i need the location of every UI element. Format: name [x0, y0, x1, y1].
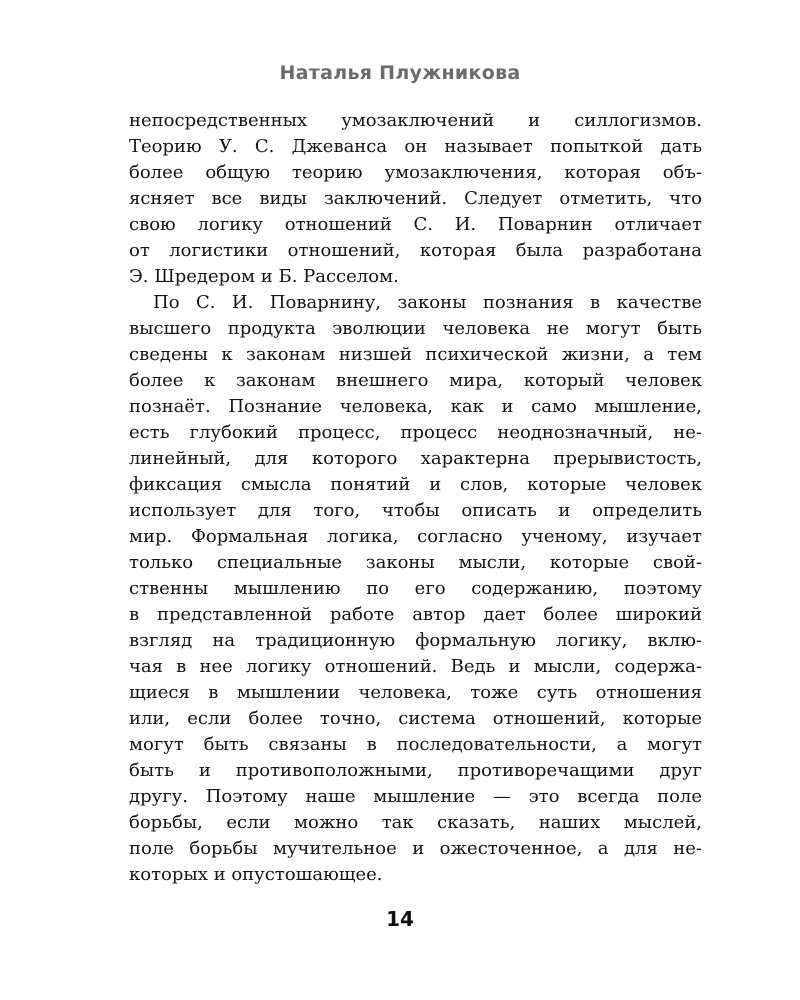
text-line: сведены к законам низшей психической жизни, а тем [129, 344, 702, 365]
text-line: быть и противоположными, противоречащими друг [129, 760, 702, 781]
text-line: мир. Формальная логика, согласно ученому, изучает [129, 526, 702, 547]
text-line: есть глубокий процесс, процесс неоднозначный, не- [129, 422, 702, 443]
text-line: только специальные законы мысли, которые свой- [129, 552, 702, 573]
paragraph [129, 290, 702, 888]
text-line: свою логику отношений С. И. Поварнин отличает [129, 214, 702, 235]
text-line: непосредственных умозаключений и силлогизмов. [129, 110, 702, 131]
text-line: от логистики отношений, которая была разработана [129, 240, 702, 261]
text-line: борьбы, если можно так сказать, наших мыслей, [129, 812, 702, 833]
text-line: другу. Поэтому наше мышление — это всегда поле [129, 786, 702, 807]
text-line: поле борьбы мучительное и ожесточенное, а для не- [129, 838, 702, 859]
text-line: могут быть связаны в последовательности, а могут [129, 734, 702, 755]
text-line: в представленной работе автор дает более широкий [129, 604, 702, 625]
text-line: линейный, для которого характерна прерывистость, [129, 448, 702, 469]
text-line: более общую теорию умозаключения, которая объ- [129, 162, 702, 183]
text-line: или, если более точно, система отношений, которые [129, 708, 702, 729]
text-line: ясняет все виды заключений. Следует отметить, что [129, 188, 702, 209]
text-line: познаёт. Познание человека, как и само мышление, [129, 396, 702, 417]
body-text [129, 108, 702, 888]
text-line: более к законам внешнего мира, который человек [129, 370, 702, 391]
text-line: использует для того, чтобы описать и определить [129, 500, 702, 521]
text-line: чая в нее логику отношений. Ведь и мысли, содержа- [129, 656, 702, 677]
text-line: ственны мышлению по его содержанию, поэтому [129, 578, 702, 599]
paragraph [129, 108, 702, 290]
text-line: Э. Шредером и Б. Расселом. [129, 266, 399, 287]
text-line: фиксация смысла понятий и слов, которые человек [129, 474, 702, 495]
page-number: 14 [386, 907, 414, 931]
text-line: щиеся в мышлении человека, тоже суть отношения [129, 682, 702, 703]
text-line: Теорию У. С. Джеванса он называет попыткой дать [129, 136, 702, 157]
text-line: высшего продукта эволюции человека не могут быть [129, 318, 702, 339]
text-line: По С. И. Поварнину, законы познания в качестве [153, 292, 702, 313]
text-line: которых и опустошающее. [129, 864, 383, 885]
text-line: взгляд на традиционную формальную логику, вклю- [129, 630, 702, 651]
running-head-author: Наталья Плужникова [279, 62, 521, 84]
